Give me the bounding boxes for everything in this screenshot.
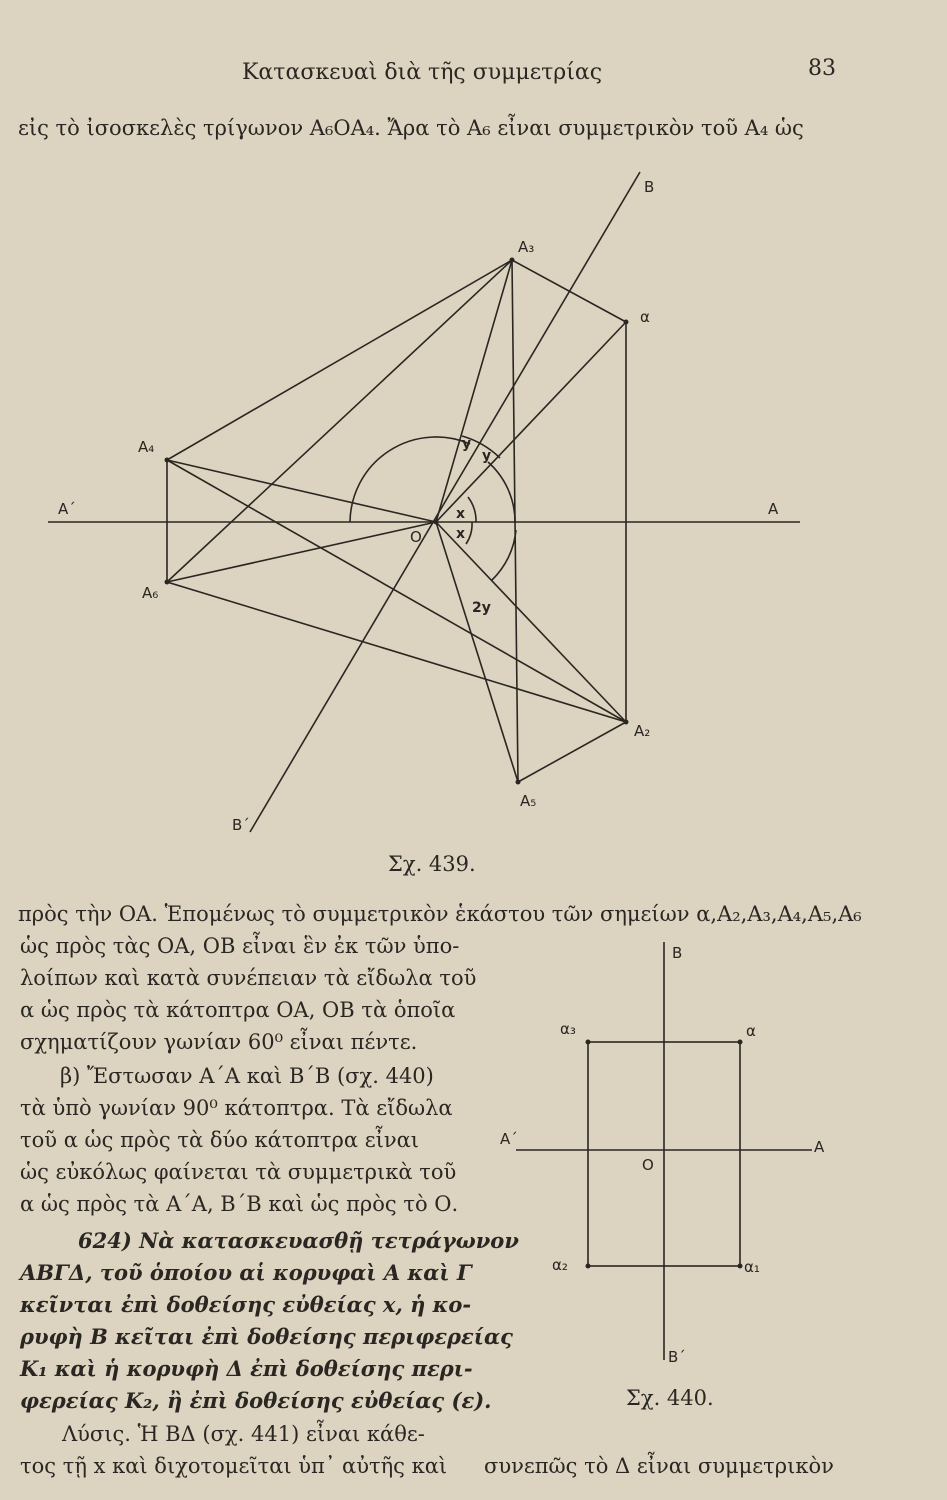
text-line: α ὡς πρὸς τὰ κάτοπτρα ΟΑ, ΟΒ τὰ ὁποῖα (20, 998, 456, 1022)
solution-line: συνεπῶς τὸ Δ εἶναι συμμετρικὸν (484, 1454, 834, 1478)
problem-line: ΑΒΓΔ, τοῦ ὁποίου αἱ κορυφαὶ Α καὶ Γ (20, 1260, 472, 1285)
problem-line: κεῖνται ἐπὶ δοθείσης εὐθείας x, ἡ κο- (20, 1292, 472, 1317)
label-angle-y2: y (482, 448, 492, 464)
label-b-prime-440: B΄ (668, 1348, 686, 1366)
label-angle-y1: y (462, 436, 472, 452)
text-line: τοῦ α ὡς πρὸς τὰ δύο κάτοπτρα εἶναι (20, 1128, 420, 1152)
text-line: πρὸς τὴν ΟΑ. Ἑπομένως τὸ συμμετρικὸν ἑκάστου τῶν σημείων α,Α₂,Α₃,Α₄,Α₅,Α₆ (18, 902, 862, 926)
text-line: β) Ἔστωσαν Α΄Α καὶ Β΄Β (σχ. 440) (60, 1064, 434, 1088)
label-a-prime-440: A΄ (500, 1130, 518, 1148)
running-title: Κατασκευαὶ διὰ τῆς συμμετρίας (242, 60, 603, 85)
text-line: σχηματίζουν γωνίαν 60⁰ εἶναι πέντε. (20, 1030, 418, 1054)
text-line: α ὡς πρὸς τὰ Α΄Α, Β΄Β καὶ ὡς πρὸς τὸ Ο. (20, 1192, 459, 1216)
label-b: B (644, 178, 655, 196)
text-line: εἰς τὸ ἰσοσκελὲς τρίγωνον Α₆ΟΑ₄. Ἄρα τὸ Α₆ εἶναι συμμετρικὸν τοῦ Α₄ ὡς (18, 116, 804, 140)
label-a: A (768, 500, 779, 518)
text-line: ὡς πρὸς τὰς ΟΑ, ΟΒ εἶναι ἓν ἐκ τῶν ὑπο- (20, 934, 460, 958)
problem-line: ρυφὴ Β κεῖται ἐπὶ δοθείσης περιφερείας (20, 1324, 513, 1349)
label-b-prime: B΄ (232, 816, 250, 834)
label-alpha-440: α (746, 1022, 756, 1040)
label-a5: A₅ (520, 792, 537, 810)
text-line: λοίπων καὶ κατὰ συνέπειαν τὰ εἴδωλα τοῦ (20, 966, 477, 990)
label-alpha2-440: α₂ (552, 1256, 568, 1274)
label-alpha1-440: α₁ (744, 1258, 760, 1276)
solution-line: Λύσις. Ἡ ΒΔ (σχ. 441) εἶναι κάθε- (62, 1422, 425, 1446)
label-a2: A₂ (634, 722, 651, 740)
label-a4: A₄ (138, 438, 155, 456)
problem-line: Κ₁ καὶ ἡ κορυφὴ Δ ἐπὶ δοθείσης περι- (20, 1356, 473, 1381)
label-a6: A₆ (142, 584, 159, 602)
label-a-prime: A΄ (58, 500, 76, 518)
label-a-440: A (814, 1138, 825, 1156)
solution-line: τος τῇ x καὶ διχοτομεῖται ὑπ᾽ αὐτῆς καὶ (20, 1454, 448, 1478)
text-line: ὡς εὐκόλως φαίνεται τὰ συμμετρικὰ τοῦ (20, 1160, 457, 1184)
problem-line: φερείας Κ₂, ἢ ἐπὶ δοθείσης εὐθείας (ε). (20, 1388, 492, 1413)
label-alpha: α (640, 308, 650, 326)
label-alpha3-440: α₃ (560, 1020, 576, 1038)
label-b-440: B (672, 944, 683, 962)
label-angle-x1: x (456, 506, 466, 522)
label-a3: A₃ (518, 238, 535, 256)
label-o-440: O (642, 1156, 654, 1174)
text-line: τὰ ὑπὸ γωνίαν 90⁰ κάτοπτρα. Τὰ εἴδωλα (20, 1096, 453, 1120)
figure-439-caption: Σχ. 439. (388, 852, 476, 876)
label-o: O (410, 528, 422, 546)
figure-440-caption: Σχ. 440. (626, 1386, 714, 1410)
page-number: 83 (808, 56, 836, 81)
label-angle-x2: x (456, 526, 466, 542)
label-angle-2y: 2y (472, 600, 491, 616)
problem-line: 624) Νὰ κατασκευασθῇ τετράγωνον (78, 1228, 519, 1253)
